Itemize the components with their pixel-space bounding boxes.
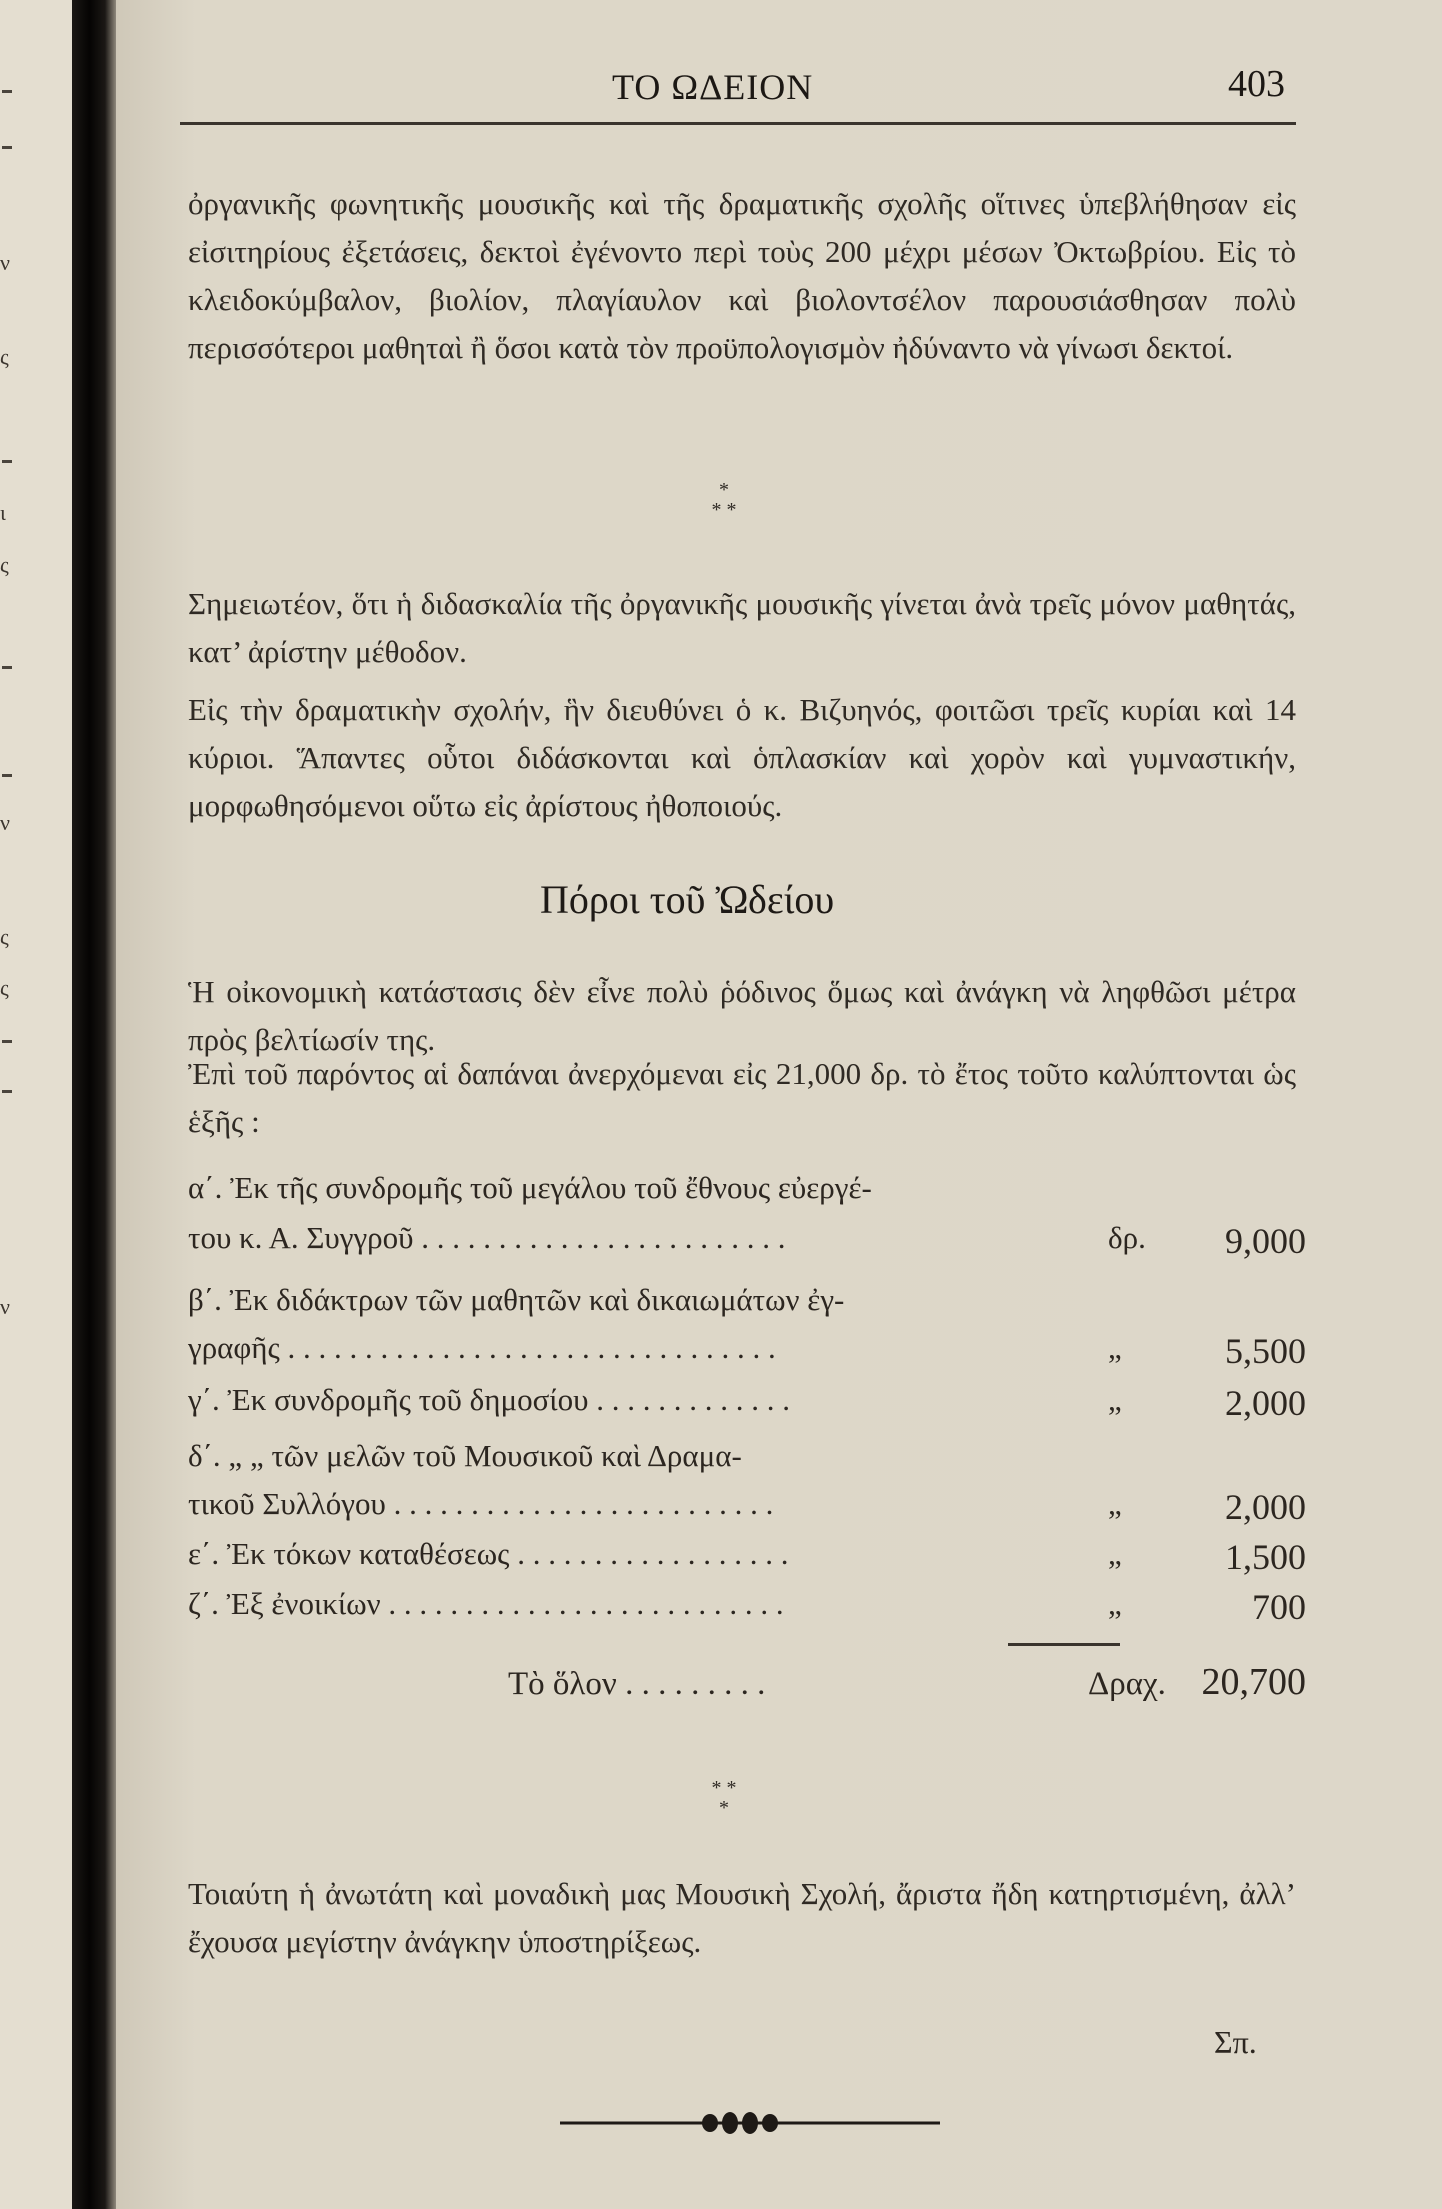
revenue-line [188, 1170, 1306, 1220]
revenue-currency: „ [1108, 1536, 1122, 1571]
revenue-currency: „ [1108, 1586, 1122, 1621]
margin-mark [2, 90, 12, 93]
revenue-amount: 2,000 [1225, 1383, 1306, 1423]
facing-page-edge [0, 0, 72, 2209]
revenue-currency: „ [1108, 1330, 1122, 1365]
revenue-line [188, 1536, 1306, 1586]
margin-mark [2, 1090, 12, 1093]
margin-glyph: ν [0, 250, 10, 275]
asterism-star: * [719, 479, 729, 501]
paragraph-expenses: Ἐπὶ τοῦ παρόντος αἱ δαπάναι ἀνερχόμεναι εἰς 21,000 δρ. τὸ ἔτος τοῦτο καλύπτονται ὡς ἑξῆς : [188, 1056, 1296, 1139]
margin-glyph: ν [0, 1294, 10, 1319]
ornament-divider-icon [560, 2108, 940, 2138]
revenue-currency: „ [1108, 1486, 1122, 1521]
page-number: 403 [1228, 63, 1285, 105]
paragraph-instruction: Σημειωτέον, ὅτι ἡ διδασκαλία τῆς ὀργανικῆς μουσικῆς γίνεται ἀνὰ τρεῖς μόνον μαθητάς, κατ’ ἀρίστην μέθοδον. [188, 586, 1296, 669]
revenue-label: γ΄. Ἐκ συνδρομῆς τοῦ δημοσίου . . . . . . . . . . . . . [188, 1382, 790, 1417]
margin-glyph: ς [0, 975, 9, 1000]
signature: Σπ. [1214, 2024, 1257, 2060]
revenue-amount: 5,500 [1225, 1331, 1306, 1371]
asterism-stars: * * [711, 499, 737, 521]
revenue-label: β΄. Ἐκ διδάκτρων τῶν μαθητῶν καὶ δικαιωμάτων ἐγ- [188, 1282, 845, 1317]
revenue-label: τικοῦ Συλλόγου . . . . . . . . . . . . . . . . . . . . . . . . . [188, 1486, 774, 1521]
revenue-label: δ΄. „ „ τῶν μελῶν τοῦ Μουσικοῦ καὶ Δραμα- [188, 1438, 742, 1473]
margin-mark [2, 774, 12, 777]
margin-glyph: ς [0, 344, 9, 369]
margin-glyph: ς [0, 552, 9, 577]
paragraph-closing: Τοιαύτη ἡ ἀνωτάτη καὶ μοναδικὴ μας Μουσικὴ Σχολή, ἄριστα ἤδη κατηρτισμένη, ἀλλ’ ἔχουσα μεγίστην ἀνάγκην ὑποστηρίξεως. [188, 1876, 1296, 1959]
margin-mark [2, 666, 12, 669]
section-heading: Πόροι τοῦ Ὠδείου [540, 877, 835, 922]
revenue-currency: „ [1108, 1382, 1122, 1417]
revenue-line [188, 1486, 1306, 1536]
revenue-line [188, 1382, 1306, 1432]
revenue-line [188, 1282, 1306, 1332]
revenue-line [188, 1586, 1306, 1636]
book-gutter [72, 0, 116, 2209]
margin-glyph: ν [0, 810, 10, 835]
revenue-label: α΄. Ἐκ τῆς συνδρομῆς τοῦ μεγάλου τοῦ ἔθνους εὐεργέ- [188, 1170, 872, 1205]
header-rule [180, 122, 1296, 125]
asterism-star: * [719, 1797, 729, 1819]
revenue-currency: δρ. [1108, 1220, 1146, 1255]
revenue-label: ε΄. Ἐκ τόκων καταθέσεως . . . . . . . . . . . . . . . . . . [188, 1536, 789, 1571]
asterism-divider [694, 480, 754, 530]
revenue-line [188, 1330, 1306, 1380]
revenue-total [188, 1660, 1306, 1716]
revenue-amount: 1,500 [1225, 1537, 1306, 1577]
running-header-title: ΤΟ ΩΔΕΙΟΝ [612, 67, 814, 107]
margin-mark [2, 146, 12, 149]
margin-glyph: ς [0, 924, 9, 949]
paragraph-drama-school: Εἰς τὴν δραματικὴν σχολήν, ἣν διευθύνει ὁ κ. Βιζυηνός, φοιτῶσι τρεῖς κυρίαι καὶ 14 κύριοι. Ἅπαντες οὗτοι διδάσκονται καὶ ὁπλασκίαν καὶ χορὸν καὶ γυμναστικήν, μορφωθησόμενοι οὕτω εἰς ἀρίστους ἠθοποιούς. [188, 692, 1296, 823]
margin-mark [2, 1040, 12, 1043]
revenue-line [188, 1220, 1306, 1270]
sum-rule [1008, 1643, 1120, 1646]
revenue-label: γραφῆς . . . . . . . . . . . . . . . . . . . . . . . . . . . . . . . . [188, 1330, 776, 1365]
asterism-divider [694, 1778, 754, 1828]
revenue-amount: 2,000 [1225, 1487, 1306, 1527]
paragraph-admissions: ὀργανικῆς φωνητικῆς μουσικῆς καὶ τῆς δραματικῆς σχολῆς οἵτινες ὑπεβλήθησαν εἰς εἰσιτηρίους ἐξετάσεις, δεκτοὶ ἐγένοντο περὶ τοὺς 200 μέχρι μέσων Ὀκτωβρίου. Εἰς τὸ κλειδοκύμβαλον, βιολίον, πλαγίαυλον καὶ βιολοντσέλον παρουσιάσθησαν πολὺ περισσότεροι μαθηταὶ ἢ ὅσοι κατὰ τὸν προϋπολογισμὸν ἠδύναντο νὰ γίνωσι δεκτοί. [188, 186, 1296, 365]
margin-glyph: ι [0, 500, 6, 525]
asterism-stars: * * [711, 1777, 737, 1799]
revenue-line [188, 1438, 1306, 1488]
revenue-amount: 700 [1252, 1587, 1306, 1627]
total-amount: 20,700 [1201, 1661, 1306, 1703]
revenue-label: ζ΄. Ἐξ ἐνοικίων . . . . . . . . . . . . . . . . . . . . . . . . . . [188, 1586, 784, 1621]
revenue-label: του κ. Α. Συγγροῦ . . . . . . . . . . . . . . . . . . . . . . . . [188, 1220, 786, 1255]
revenue-amount: 9,000 [1225, 1221, 1306, 1261]
margin-mark [2, 460, 12, 463]
total-label: Τὸ ὅλον . . . . . . . . . [508, 1666, 766, 1702]
paragraph-finances: Ἡ οἰκονομικὴ κατάστασις δὲν εἶνε πολὺ ῥόδινος ὅμως καὶ ἀνάγκη νὰ ληφθῶσι μέτρα πρὸς βελτίωσίν της. [188, 974, 1296, 1057]
total-currency: Δραχ. [1088, 1666, 1166, 1702]
